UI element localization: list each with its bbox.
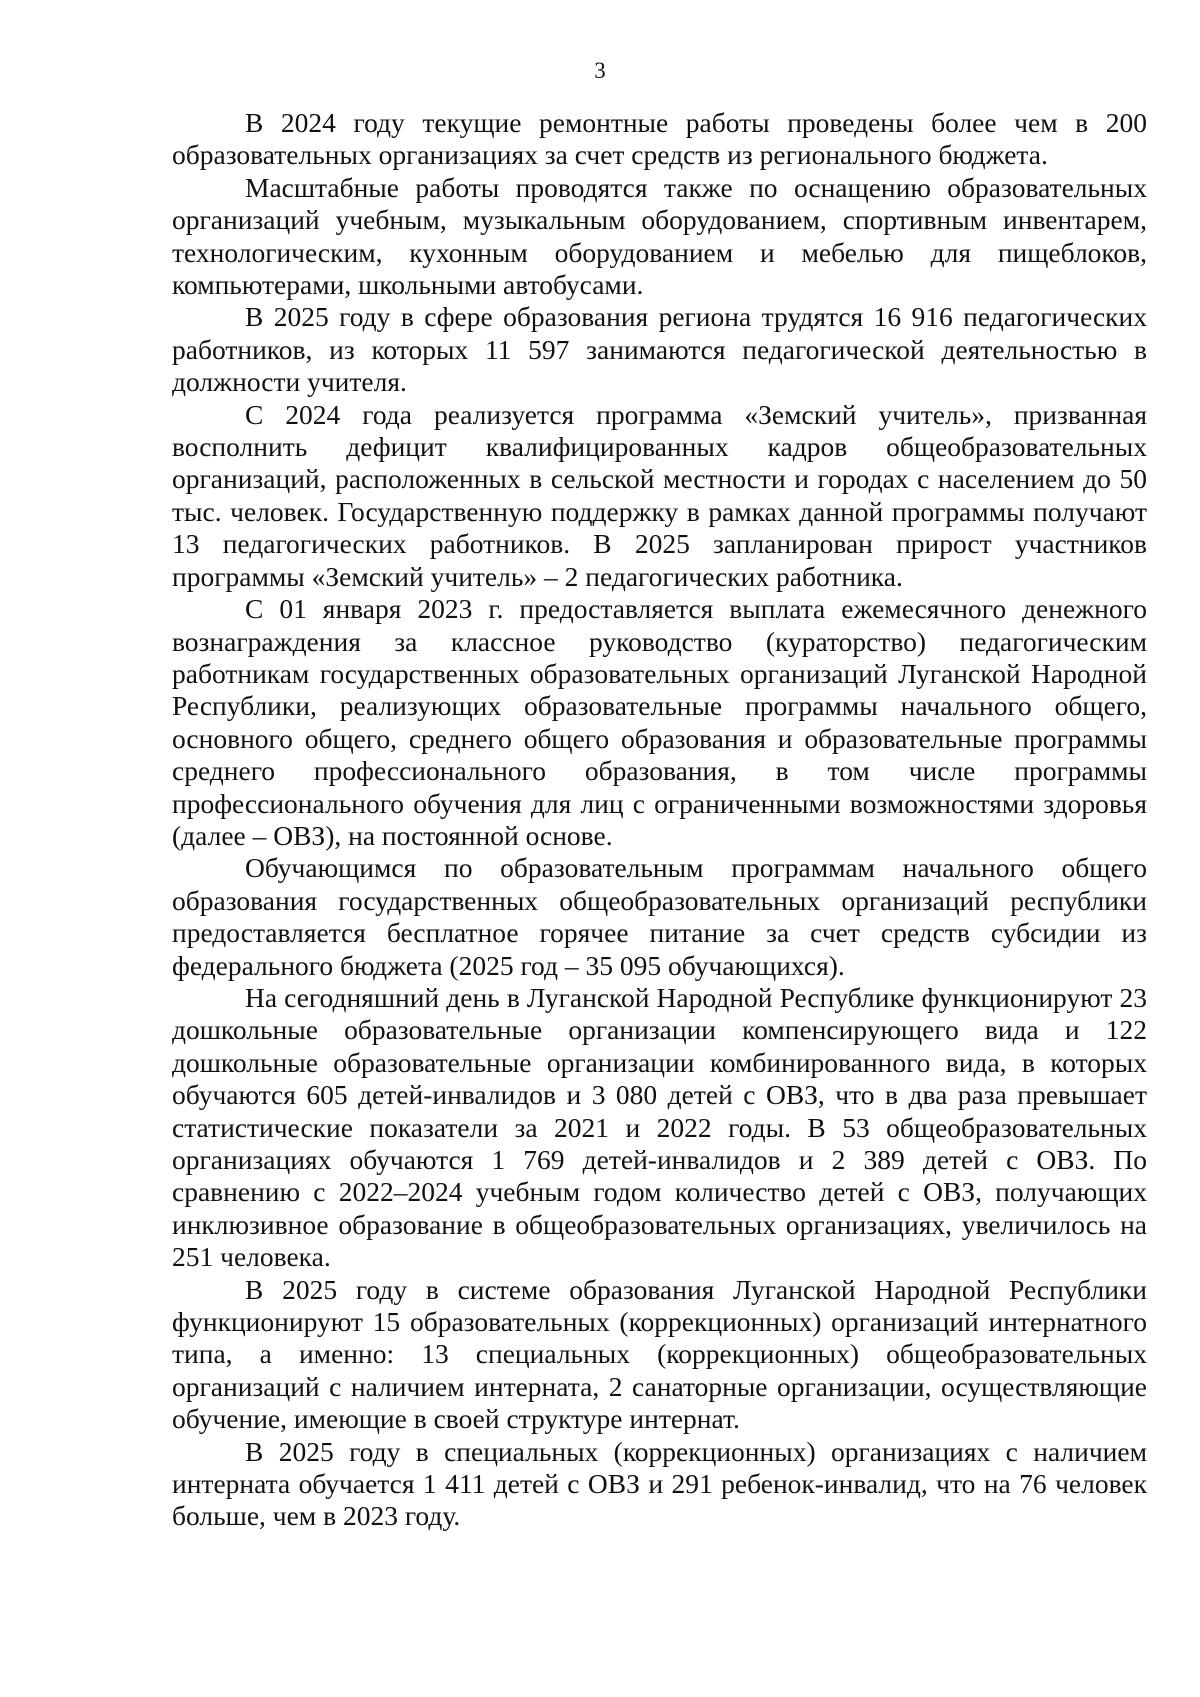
paragraph-hot-meals: Обучающимся по образовательным программам начального общего образования государственных общеобразовательных организаций республики предоставляется бесплатное горячее питание за счет средств субсидии из федерального бюджета (2025 год – 35 095 обучающихся). xyxy=(172,852,1147,981)
paragraph-teachers-count: В 2025 году в сфере образования региона трудятся 16 916 педагогических работников, из которых 11 597 занимаются педагогической деятельностью в должности учителя. xyxy=(172,301,1147,398)
paragraph-repair-works: В 2024 году текущие ремонтные работы проведены более чем в 200 образовательных организациях за счет средств из регионального бюджета. xyxy=(172,107,1147,171)
page-number: 3 xyxy=(594,58,606,83)
paragraph-equipment: Масштабные работы проводятся также по оснащению образовательных организаций учебным, музыкальным оборудованием, спортивным инвентарем, технологическим, кухонным оборудованием и мебелью для пищеблоков, компьютерами, школьными автобусами. xyxy=(172,171,1147,301)
document-body xyxy=(172,107,1147,1533)
paragraph-class-supervision-payment: С 01 января 2023 г. предоставляется выплата ежемесячного денежного вознаграждения за классное руководство (кураторство) педагогическим работникам государственных образовательных организаций Луганской Народной Республики, реализующих образовательные программы начального общего, основного общего, среднего общего образования и образовательные программы среднего профессионального образования, в том числе программы профессионального обучения для лиц с ограниченными возможностями здоровья (далее – ОВЗ), на постоянной основе. xyxy=(172,593,1147,851)
paragraph-zemsky-teacher: С 2024 года реализуется программа «Земский учитель», призванная восполнить дефицит квалифицированных кадров общеобразовательных организаций, расположенных в сельской местности и городах с населением до 50 тыс. человек. Государственную поддержку в рамках данной программы получают 13 педагогических работников. В 2025 запланирован прирост участников программы «Земский учитель» – 2 педагогических работника. xyxy=(172,398,1147,592)
paragraph-boarding-organizations: В 2025 году в системе образования Луганской Народной Республики функционируют 15 образовательных (коррекционных) организаций интернатного типа, а именно: 13 специальных (коррекционных) общеобразовательных организаций с наличием интерната, 2 санаторные организации, осуществляющие обучение, имеющие в своей структуре интернат. xyxy=(172,1273,1147,1435)
paragraph-preschool-organizations: На сегодняшний день в Луганской Народной Республике функционируют 23 дошкольные образовательные организации компенсирующего вида и 122 дошкольные образовательные организации комбинированного вида, в которых обучаются 605 детей-инвалидов и 3 080 детей с ОВЗ, что в два раза превышает статистические показатели за 2021 и 2022 годы. В 53 общеобразовательных организациях обучаются 1 769 детей-инвалидов и 2 389 детей с ОВЗ. По сравнению с 2022–2024 учебным годом количество детей с ОВЗ, получающих инклюзивное образование в общеобразовательных организациях, увеличилось на 251 человека. xyxy=(172,981,1147,1273)
paragraph-boarding-students: В 2025 году в специальных (коррекционных) организациях с наличием интерната обучается 1 411 детей с ОВЗ и 291 ребенок-инвалид, что на 76 человек больше, чем в 2023 году. xyxy=(172,1435,1147,1532)
